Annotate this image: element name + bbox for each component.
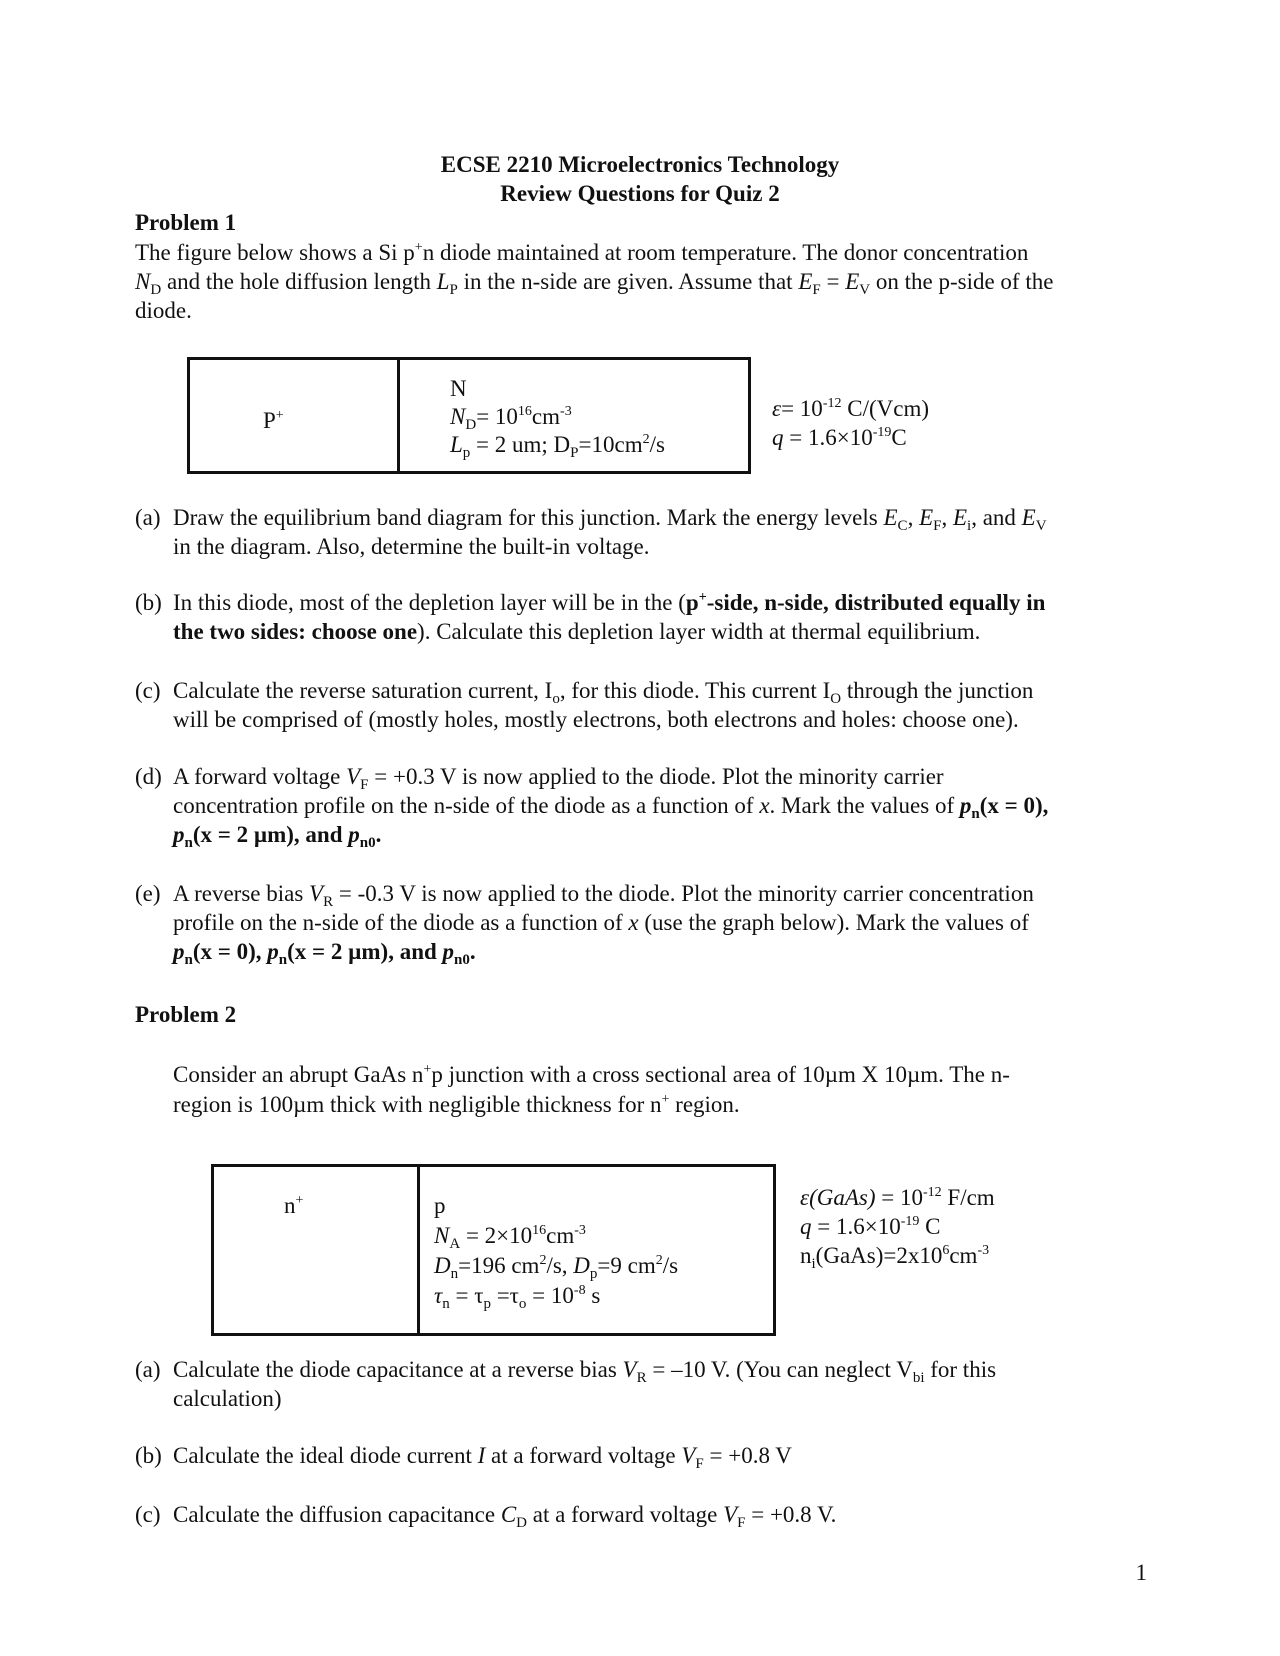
problem1-part-e: (e) A reverse bias $V_R = -0.3$ V is now applied to the diode. Plot the minority carrier concentration profile on the n-side of the diode as a function of x (use the graph below). Mark the values of $p_n(x = 0)$, $p_n(x = 2$ µm), and $p_{n0}$.	[135, 881, 1034, 968]
diode-figure-2	[211, 1164, 776, 1336]
problem1-intro: The figure below shows a Si p+n diode maintained at room temperature. The donor concentration $N_D$ and the hole diffusion length $L_P$ in the n-side are given. Assume that $E_F = E_V$ on the p-side of the diode.	[135, 240, 1054, 323]
n-plus-label: n+	[284, 1193, 304, 1218]
n-region-params: N $N_D= 10^{16}cm^{-3}$ $L_p = 2$ um; $D_P=10cm^2/s$	[450, 376, 665, 461]
junction-line	[397, 360, 400, 471]
problem1-part-a: (a) Draw the equilibrium band diagram for this junction. Mark the energy levels $E_C$, $E_F$, $E_i$, and $E_V$ in the diagram. Also, determine the built-in voltage.	[135, 505, 1047, 559]
problem2-intro: Consider an abrupt GaAs n+p junction with a cross sectional area of 10µm X 10µm. The n- region is 100µm thick with negligible thickness for n+ region.	[173, 1062, 1010, 1117]
problem2-part-c: (c) Calculate the diffusion capacitance $C_D$ at a forward voltage $V_F = +0.8$ V.	[135, 1502, 837, 1531]
problem2-heading: Problem 2	[135, 1002, 237, 1027]
diode-figure-1	[187, 357, 751, 474]
problem1-part-c: (c) Calculate the reverse saturation current, $I_o$, for this diode. This current $I_O$ through the junction will be comprised of (mostly holes, mostly electrons, both electrons and holes: choose one).	[135, 678, 1034, 732]
problem1-heading: Problem 1	[135, 210, 237, 235]
problem2-part-b: (b) Calculate the ideal diode current I at a forward voltage $V_F = +0.8$ V	[135, 1443, 792, 1472]
junction-line	[417, 1167, 420, 1333]
p-plus-label: P+	[263, 408, 284, 433]
problem1-part-d: (d) A forward voltage $V_F = +0.3$ V is now applied to the diode. Plot the minority carrier concentration profile on the n-side of the diode as a function of x. Mark the values of $p_n(x = 0)$, $p_n(x = 2$ µm), and $p_{n0}$.	[135, 764, 1049, 851]
p-region-params: p $N_A = 2\times 10^{16}cm^{-3}$ $D_n=196$ $cm^2/s$, $D_p=9$ $cm^2/s$ $\tau_n = \tau_p =\tau_o = 10^{-8}$ s	[434, 1193, 679, 1312]
constants-2: ε(GaAs) = $10^{-12}$ F/cm $q = 1.6\times 10^{-19}$ C $n_i(GaAs)=2x10^6cm^{-3}$	[800, 1185, 995, 1272]
constants-1: $\varepsilon= 10^{-12}$ C/(Vcm) $q = 1.6\times 10^{-19}C$	[772, 396, 929, 450]
problem2-part-a: (a) Calculate the diode capacitance at a reverse bias $V_R = -10$ V. (You can neglect $V_{bi}$ for this calculation)	[135, 1357, 997, 1411]
page-number: 1	[1135, 1560, 1147, 1585]
problem1-part-b: (b) In this diode, most of the depletion layer will be in the (p+-side, n-side, distributed equally in the two sides: choose one). Calculate this depletion layer width at thermal equilibrium.	[135, 590, 1046, 644]
course-title: ECSE 2210 Microelectronics Technology	[440, 152, 840, 177]
document-subtitle: Review Questions for Quiz 2	[500, 181, 780, 206]
